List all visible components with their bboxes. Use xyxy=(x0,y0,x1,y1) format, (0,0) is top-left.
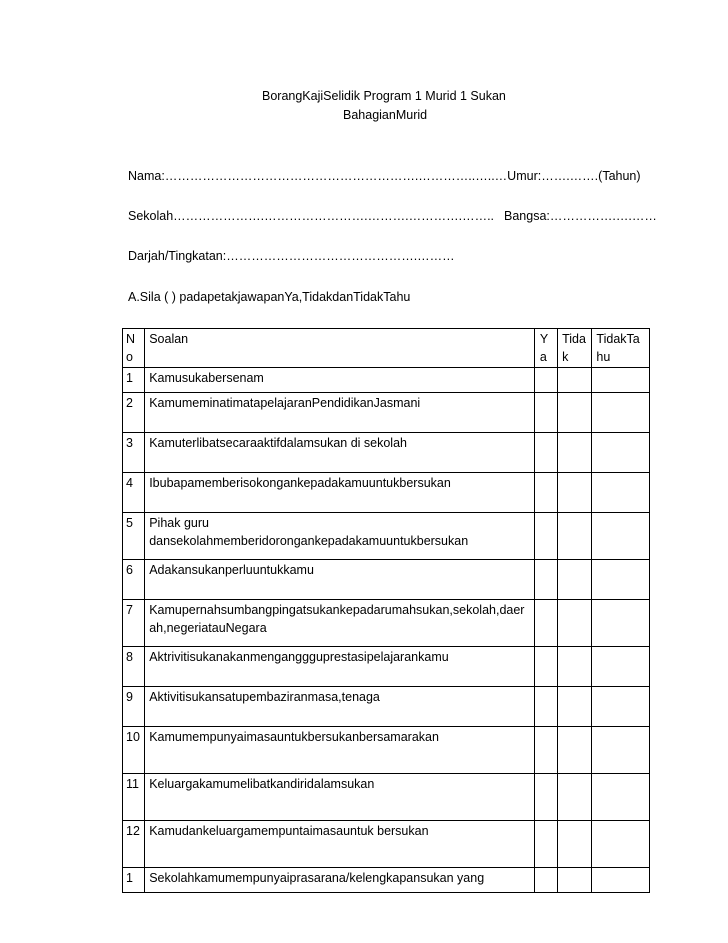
answer-ya-cell[interactable] xyxy=(534,560,557,600)
answer-tidak-cell[interactable] xyxy=(558,727,592,774)
row-number: 7 xyxy=(123,600,145,647)
answer-tidak-cell[interactable] xyxy=(558,600,592,647)
answer-tidak-cell[interactable] xyxy=(558,473,592,513)
answer-ya-cell[interactable] xyxy=(534,647,557,687)
answer-tidak-tahu-cell[interactable] xyxy=(592,868,650,893)
row-number: 6 xyxy=(123,560,145,600)
sekolah-field: Sekolah………………….…………………….……….………….…….. xyxy=(128,209,495,223)
row-number: 5 xyxy=(123,513,145,560)
row-number: 10 xyxy=(123,727,145,774)
row-question: KamumeminatimatapelajaranPendidikanJasmani xyxy=(145,393,535,433)
table-row xyxy=(123,774,650,821)
answer-tidak-tahu-cell[interactable] xyxy=(592,513,650,560)
answer-ya-cell[interactable] xyxy=(534,513,557,560)
table-row xyxy=(123,473,650,513)
answer-tidak-cell[interactable] xyxy=(558,393,592,433)
row-question: Sekolahkamumempunyaiprasarana/kelengkapansukan yang xyxy=(145,868,535,893)
answer-ya-cell[interactable] xyxy=(534,473,557,513)
header-soalan: Soalan xyxy=(145,329,535,368)
table-row xyxy=(123,393,650,433)
answer-tidak-tahu-cell[interactable] xyxy=(592,368,650,393)
table-header-row xyxy=(123,329,650,368)
answer-ya-cell[interactable] xyxy=(534,774,557,821)
table-row xyxy=(123,433,650,473)
answer-ya-cell[interactable] xyxy=(534,433,557,473)
answer-tidak-cell[interactable] xyxy=(558,368,592,393)
answer-tidak-tahu-cell[interactable] xyxy=(592,473,650,513)
row-question: Kamupernahsumbangpingatsukankepadarumahsukan,sekolah,daerah,negeriatauNegara xyxy=(145,600,535,647)
row-number: 4 xyxy=(123,473,145,513)
answer-tidak-tahu-cell[interactable] xyxy=(592,433,650,473)
form-title: BorangKajiSelidik Program 1 Murid 1 Sukan xyxy=(262,89,506,103)
answer-tidak-tahu-cell[interactable] xyxy=(592,600,650,647)
table-row xyxy=(123,560,650,600)
row-number: 12 xyxy=(123,821,145,868)
answer-tidak-tahu-cell[interactable] xyxy=(592,821,650,868)
answer-tidak-tahu-cell[interactable] xyxy=(592,393,650,433)
answer-tidak-cell[interactable] xyxy=(558,513,592,560)
row-question: Adakansukanperluuntukkamu xyxy=(145,560,535,600)
row-number: 8 xyxy=(123,647,145,687)
row-question: Aktrivitisukanakanmenganggguprestasipelajarankamu xyxy=(145,647,535,687)
answer-ya-cell[interactable] xyxy=(534,868,557,893)
table-row xyxy=(123,647,650,687)
row-number: 3 xyxy=(123,433,145,473)
row-question: Keluargakamumelibatkandiridalamsukan xyxy=(145,774,535,821)
answer-tidak-cell[interactable] xyxy=(558,868,592,893)
row-question: Kamusukabersenam xyxy=(145,368,535,393)
row-question: Kamuterlibatsecaraaktifdalamsukan di sekolah xyxy=(145,433,535,473)
answer-tidak-tahu-cell[interactable] xyxy=(592,774,650,821)
answer-ya-cell[interactable] xyxy=(534,821,557,868)
row-question: Aktivitisukansatupembaziranmasa,tenaga xyxy=(145,687,535,727)
instruction-text: A.Sila ( ) padapetakjawapanYa,TidakdanTidakTahu xyxy=(128,290,411,304)
answer-tidak-tahu-cell[interactable] xyxy=(592,687,650,727)
survey-table xyxy=(122,328,650,893)
table-row xyxy=(123,600,650,647)
answer-tidak-cell[interactable] xyxy=(558,560,592,600)
answer-tidak-tahu-cell[interactable] xyxy=(592,727,650,774)
row-question: Kamumempunyaimasauntukbersukanbersamarakan xyxy=(145,727,535,774)
row-number: 2 xyxy=(123,393,145,433)
darjah-field: Darjah/Tingkatan:……………………………………….……… xyxy=(128,249,455,263)
header-no: No xyxy=(123,329,145,368)
answer-tidak-tahu-cell[interactable] xyxy=(592,560,650,600)
answer-tidak-cell[interactable] xyxy=(558,687,592,727)
nama-umur-field: Nama:…………………………………………………….…………..…..…Umur:…….…….(Tahun) xyxy=(128,169,641,183)
header-tidak-tahu: TidakTahu xyxy=(592,329,650,368)
sekolah-bangsa-field xyxy=(128,208,657,224)
row-number: 11 xyxy=(123,774,145,821)
table-row xyxy=(123,513,650,560)
row-number: 1 xyxy=(123,368,145,393)
row-question: Kamudankeluargamempuntaimasauntuk bersukan xyxy=(145,821,535,868)
bangsa-field: Bangsa:…………….….…… xyxy=(504,209,657,223)
row-number: 9 xyxy=(123,687,145,727)
answer-tidak-cell[interactable] xyxy=(558,774,592,821)
table-row xyxy=(123,687,650,727)
row-number: 1 xyxy=(123,868,145,893)
answer-ya-cell[interactable] xyxy=(534,393,557,433)
answer-ya-cell[interactable] xyxy=(534,368,557,393)
header-ya: Ya xyxy=(534,329,557,368)
table-row xyxy=(123,821,650,868)
row-question: Ibubapamemberisokongankepadakamuuntukbersukan xyxy=(145,473,535,513)
answer-tidak-cell[interactable] xyxy=(558,821,592,868)
table-row xyxy=(123,368,650,393)
row-question: Pihak guru dansekolahmemberidorongankepadakamuuntukbersukan xyxy=(145,513,535,560)
table-row xyxy=(123,727,650,774)
table-row xyxy=(123,868,650,893)
answer-ya-cell[interactable] xyxy=(534,687,557,727)
form-subtitle: BahagianMurid xyxy=(343,108,428,122)
answer-tidak-tahu-cell[interactable] xyxy=(592,647,650,687)
answer-tidak-cell[interactable] xyxy=(558,647,592,687)
answer-ya-cell[interactable] xyxy=(534,727,557,774)
header-tidak: Tidak xyxy=(558,329,592,368)
answer-ya-cell[interactable] xyxy=(534,600,557,647)
answer-tidak-cell[interactable] xyxy=(558,433,592,473)
